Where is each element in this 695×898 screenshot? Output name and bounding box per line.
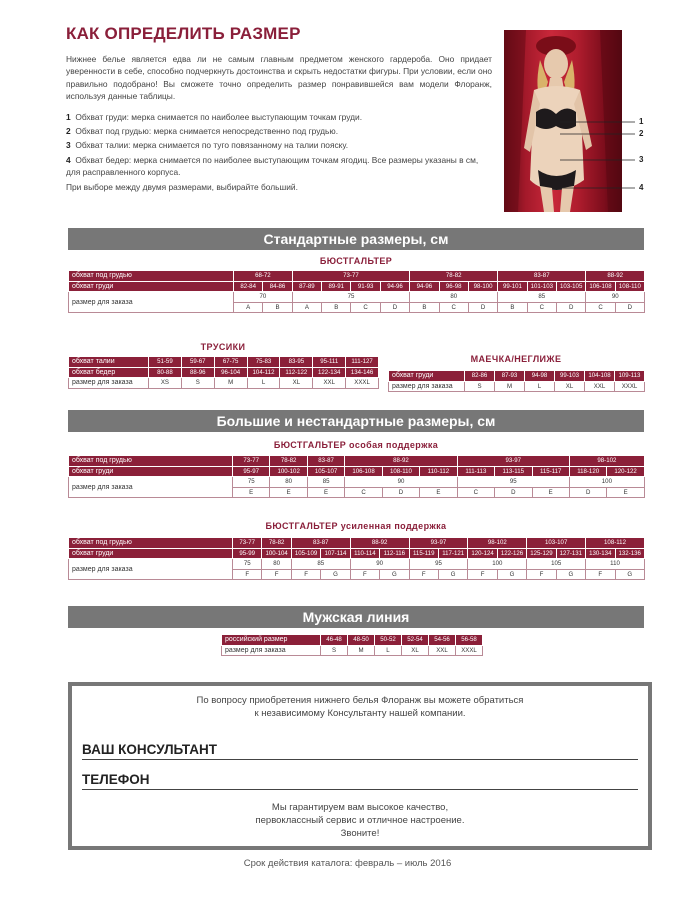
table-cell: 80: [270, 477, 307, 488]
table-cell: 117-121: [438, 548, 467, 559]
table-cell: 89-91: [322, 281, 351, 292]
table-cell: 82-86: [465, 371, 495, 382]
table-cell: обхват груди: [69, 466, 233, 477]
table-cell: 87-93: [495, 371, 525, 382]
table-row: [389, 381, 645, 392]
table-cell: 75: [233, 477, 270, 488]
table-cell: 95: [409, 559, 468, 570]
table-cell: 87-89: [292, 281, 321, 292]
table-cell: XXXL: [346, 378, 379, 389]
step-item: 3 Обхват талии: мерка снимается по туго повязанному на талии пояску.: [66, 140, 349, 151]
table-cell: 75-83: [247, 357, 280, 368]
men-size-table: [221, 634, 483, 656]
table-row: [222, 635, 483, 646]
section-large-header: Большие и нестандартные размеры, см: [68, 410, 644, 432]
table-cell: 112-122: [280, 367, 313, 378]
table-cell: 88-92: [345, 456, 457, 467]
table-cell: 78-82: [262, 538, 291, 549]
table-cell: D: [495, 487, 532, 498]
table-cell: 67-75: [214, 357, 247, 368]
step-item: 2 Обхват под грудью: мерка снимается непосредственно под грудью.: [66, 126, 339, 137]
table-cell: D: [468, 302, 497, 313]
table-cell: 115-119: [409, 548, 438, 559]
table-cell: 48-50: [348, 635, 375, 646]
table-cell: 99-103: [555, 371, 585, 382]
table-cell: E: [270, 487, 307, 498]
table-cell: F: [527, 569, 556, 580]
table-cell: 96-104: [214, 367, 247, 378]
table-cell: размер для заказа: [222, 645, 321, 656]
table-cell: 96-98: [439, 281, 468, 292]
table-cell: 95-99: [233, 548, 262, 559]
table-cell: 83-87: [498, 271, 586, 282]
table-cell: обхват под грудью: [69, 271, 234, 282]
table-cell: G: [380, 569, 409, 580]
shirts-table-title: МАЕЧКА/НЕГЛИЖЕ: [470, 354, 562, 364]
table-cell: F: [262, 569, 291, 580]
bra-table-title: БЮСТГАЛЬТЕР: [319, 256, 393, 266]
table-cell: 73-77: [233, 456, 270, 467]
table-cell: 88-92: [586, 271, 645, 282]
table-cell: 105-109: [291, 548, 320, 559]
table-cell: 125-129: [527, 548, 556, 559]
table-row: [69, 466, 645, 477]
table-cell: 80: [262, 559, 291, 570]
page-title: КАК ОПРЕДЕЛИТЬ РАЗМЕР: [66, 24, 301, 43]
table-cell: 108-110: [382, 466, 419, 477]
table-cell: 73-77: [292, 271, 409, 282]
marker-3: 3: [639, 155, 644, 164]
measurement-steps: [66, 111, 492, 193]
panties-table-title: ТРУСИКИ: [200, 342, 246, 352]
table-cell: L: [525, 381, 555, 392]
table-cell: 98-100: [468, 281, 497, 292]
table-cell: D: [615, 302, 644, 313]
catalog-validity: Срок действия каталога: февраль – июль 2016: [243, 858, 452, 869]
table-cell: 100: [468, 559, 527, 570]
table-row: [69, 271, 645, 282]
contact-line: По вопросу приобретения нижнего белья Флоранж вы можете обратиться: [196, 695, 524, 706]
measurement-markers: [560, 110, 670, 200]
table-row: [222, 645, 483, 656]
table-cell: A: [292, 302, 321, 313]
table-cell: обхват под грудью: [69, 456, 233, 467]
table-cell: L: [247, 378, 280, 389]
table-cell: 100: [569, 477, 644, 488]
table-cell: XXXL: [615, 381, 645, 392]
table-cell: E: [420, 487, 457, 498]
table-cell: E: [307, 487, 344, 498]
table-cell: C: [439, 302, 468, 313]
marker-lines: [560, 110, 670, 200]
table-cell: C: [351, 302, 380, 313]
table-row: [69, 477, 645, 488]
table-cell: F: [233, 569, 262, 580]
bra-special-title: БЮСТГАЛЬТЕР особая поддержка: [273, 440, 439, 450]
table-cell: размер для заказа: [69, 378, 149, 389]
table-row: [69, 281, 645, 292]
table-cell: L: [375, 645, 402, 656]
table-cell: 100-102: [270, 466, 307, 477]
guarantee-line: первоклассный сервис и отличное настроение.: [255, 815, 465, 826]
table-cell: 70: [234, 292, 293, 303]
table-cell: S: [321, 645, 348, 656]
table-cell: M: [214, 378, 247, 389]
table-cell: G: [615, 569, 644, 580]
table-cell: F: [468, 569, 497, 580]
table-cell: XXL: [585, 381, 615, 392]
table-cell: 104-112: [247, 367, 280, 378]
table-cell: 90: [345, 477, 457, 488]
table-cell: G: [438, 569, 467, 580]
table-row: [69, 367, 379, 378]
table-row: [389, 371, 645, 382]
guarantee-line: Мы гарантируем вам высокое качество,: [271, 802, 449, 813]
table-cell: 120-124: [468, 548, 497, 559]
table-cell: размер для заказа: [69, 559, 233, 580]
table-cell: 104-108: [585, 371, 615, 382]
table-row: [69, 559, 645, 570]
table-cell: размер для заказа: [69, 292, 234, 313]
table-cell: M: [495, 381, 525, 392]
table-cell: F: [586, 569, 615, 580]
table-cell: 105: [527, 559, 586, 570]
table-cell: 83-87: [291, 538, 350, 549]
table-cell: 95: [457, 477, 569, 488]
table-cell: 73-77: [233, 538, 262, 549]
table-cell: размер для заказа: [69, 477, 233, 498]
bra-enhanced-title: БЮСТГАЛЬТЕР усиленная поддержка: [265, 521, 447, 531]
table-cell: 98-102: [569, 456, 644, 467]
table-cell: 50-52: [375, 635, 402, 646]
table-cell: обхват груди: [389, 371, 465, 382]
table-cell: 85: [498, 292, 586, 303]
table-cell: 109-113: [615, 371, 645, 382]
guarantee-line: Звоните!: [340, 828, 380, 839]
table-cell: обхват груди: [69, 548, 233, 559]
table-cell: 52-54: [402, 635, 429, 646]
table-cell: 130-134: [586, 548, 615, 559]
table-cell: 80: [410, 292, 498, 303]
table-cell: 46-48: [321, 635, 348, 646]
table-cell: D: [380, 302, 409, 313]
bra-size-table: [68, 270, 645, 313]
table-cell: 115-117: [532, 466, 569, 477]
table-cell: XL: [280, 378, 313, 389]
consultant-field[interactable]: ВАШ КОНСУЛЬТАНТ: [82, 742, 638, 760]
table-cell: C: [527, 302, 556, 313]
table-cell: G: [556, 569, 585, 580]
table-cell: XXL: [429, 645, 456, 656]
table-cell: 100-104: [262, 548, 291, 559]
table-cell: 107-114: [321, 548, 350, 559]
table-cell: обхват под грудью: [69, 538, 233, 549]
table-cell: обхват талии: [69, 357, 149, 368]
table-cell: 99-101: [498, 281, 527, 292]
section-standard-header: Стандартные размеры, см: [68, 228, 644, 250]
table-cell: B: [410, 302, 439, 313]
size-note: При выборе между двумя размерами, выбирайте больший.: [66, 181, 298, 192]
table-cell: 90: [350, 559, 409, 570]
bra-special-size-table: [68, 455, 645, 498]
table-cell: 98-102: [468, 538, 527, 549]
table-cell: 111-127: [346, 357, 379, 368]
table-cell: 127-131: [556, 548, 585, 559]
table-cell: M: [348, 645, 375, 656]
table-cell: 90: [586, 292, 645, 303]
table-cell: 54-56: [429, 635, 456, 646]
table-cell: 108-112: [586, 538, 645, 549]
table-cell: C: [586, 302, 615, 313]
table-row: [69, 292, 645, 303]
table-cell: 103-107: [527, 538, 586, 549]
table-cell: 68-72: [234, 271, 293, 282]
table-cell: обхват бедер: [69, 367, 149, 378]
table-cell: обхват груди: [69, 281, 234, 292]
table-row: [69, 456, 645, 467]
table-cell: 83-95: [280, 357, 313, 368]
table-cell: XXXL: [456, 645, 483, 656]
marker-2: 2: [639, 129, 644, 138]
table-cell: 132-136: [615, 548, 644, 559]
table-cell: 110-114: [350, 548, 379, 559]
table-cell: C: [457, 487, 494, 498]
table-cell: 122-134: [313, 367, 346, 378]
table-cell: 75: [233, 559, 262, 570]
table-cell: A: [234, 302, 263, 313]
table-cell: 118-120: [569, 466, 606, 477]
table-cell: 106-108: [586, 281, 615, 292]
table-cell: 105-107: [307, 466, 344, 477]
table-cell: 103-105: [556, 281, 585, 292]
table-cell: 108-110: [615, 281, 644, 292]
table-cell: 91-93: [351, 281, 380, 292]
contact-info-text: [72, 694, 648, 720]
shirts-size-table: [388, 370, 645, 392]
table-cell: D: [556, 302, 585, 313]
table-cell: 56-58: [456, 635, 483, 646]
table-cell: B: [498, 302, 527, 313]
table-cell: 59-67: [181, 357, 214, 368]
table-cell: D: [569, 487, 606, 498]
table-cell: E: [532, 487, 569, 498]
table-cell: B: [322, 302, 351, 313]
table-cell: 78-82: [410, 271, 498, 282]
table-cell: 120-122: [607, 466, 644, 477]
table-cell: S: [465, 381, 495, 392]
phone-field[interactable]: ТЕЛЕФОН: [82, 772, 638, 790]
table-cell: 82-84: [234, 281, 263, 292]
step-item: 4 Обхват бедер: мерка снимается по наиболее выступающим точкам ягодиц. Все размеры указаны в см, для расправленного корпуса.: [66, 154, 479, 178]
table-cell: 93-97: [457, 456, 569, 467]
table-cell: 94-98: [525, 371, 555, 382]
table-cell: 113-115: [495, 466, 532, 477]
bra-enhanced-size-table: [68, 537, 645, 580]
table-row: [69, 548, 645, 559]
table-row: [69, 378, 379, 389]
table-cell: G: [497, 569, 526, 580]
table-cell: S: [181, 378, 214, 389]
table-cell: 84-86: [263, 281, 292, 292]
table-cell: 101-103: [527, 281, 556, 292]
table-cell: размер для заказа: [389, 381, 465, 392]
section-men-header: Мужская линия: [68, 606, 644, 628]
table-cell: 94-96: [380, 281, 409, 292]
table-cell: E: [233, 487, 270, 498]
table-cell: 95-97: [233, 466, 270, 477]
table-cell: 83-87: [307, 456, 344, 467]
table-cell: F: [291, 569, 320, 580]
step-item: 1 Обхват груди: мерка снимается по наиболее выступающим точкам груди.: [66, 112, 363, 122]
table-cell: 106-108: [345, 466, 382, 477]
table-cell: XS: [149, 378, 182, 389]
marker-4: 4: [639, 183, 644, 192]
table-cell: E: [607, 487, 644, 498]
table-cell: 75: [292, 292, 409, 303]
table-cell: 51-59: [149, 357, 182, 368]
table-cell: 111-113: [457, 466, 494, 477]
table-cell: российский размер: [222, 635, 321, 646]
table-cell: G: [321, 569, 350, 580]
contact-line: к независимому Консультанту нашей компании.: [254, 708, 466, 719]
table-cell: 88-96: [181, 367, 214, 378]
table-cell: 110: [586, 559, 645, 570]
table-cell: F: [409, 569, 438, 580]
table-cell: 94-96: [410, 281, 439, 292]
table-cell: C: [345, 487, 382, 498]
table-cell: F: [350, 569, 379, 580]
table-cell: XXL: [313, 378, 346, 389]
panties-size-table: [68, 356, 379, 389]
table-row: [69, 357, 379, 368]
contact-box: [68, 682, 652, 850]
table-cell: 85: [307, 477, 344, 488]
table-cell: B: [263, 302, 292, 313]
table-cell: 122-126: [497, 548, 526, 559]
table-cell: 112-116: [380, 548, 409, 559]
table-cell: XL: [402, 645, 429, 656]
table-cell: XL: [555, 381, 585, 392]
table-cell: 85: [291, 559, 350, 570]
intro-paragraph: Нижнее белье является едва ли не самым главным предметом женского гардероба. Оно придает уверенности в себе, способно подчеркнуть достоинства и скрыть недостатки фигуры. При условии, если оно правильно подобрано! Вы сможете точно определить размер понравившейся вам модели Флоранж, используя данные таблицы.: [66, 54, 492, 101]
marker-1: 1: [639, 117, 644, 126]
table-cell: 80-88: [149, 367, 182, 378]
table-row: [69, 538, 645, 549]
table-cell: 95-111: [313, 357, 346, 368]
table-cell: 78-82: [270, 456, 307, 467]
table-cell: 93-97: [409, 538, 468, 549]
guarantee-text: [72, 801, 648, 840]
table-cell: D: [382, 487, 419, 498]
table-cell: 88-92: [350, 538, 409, 549]
table-cell: 110-112: [420, 466, 457, 477]
table-cell: 134-146: [346, 367, 379, 378]
